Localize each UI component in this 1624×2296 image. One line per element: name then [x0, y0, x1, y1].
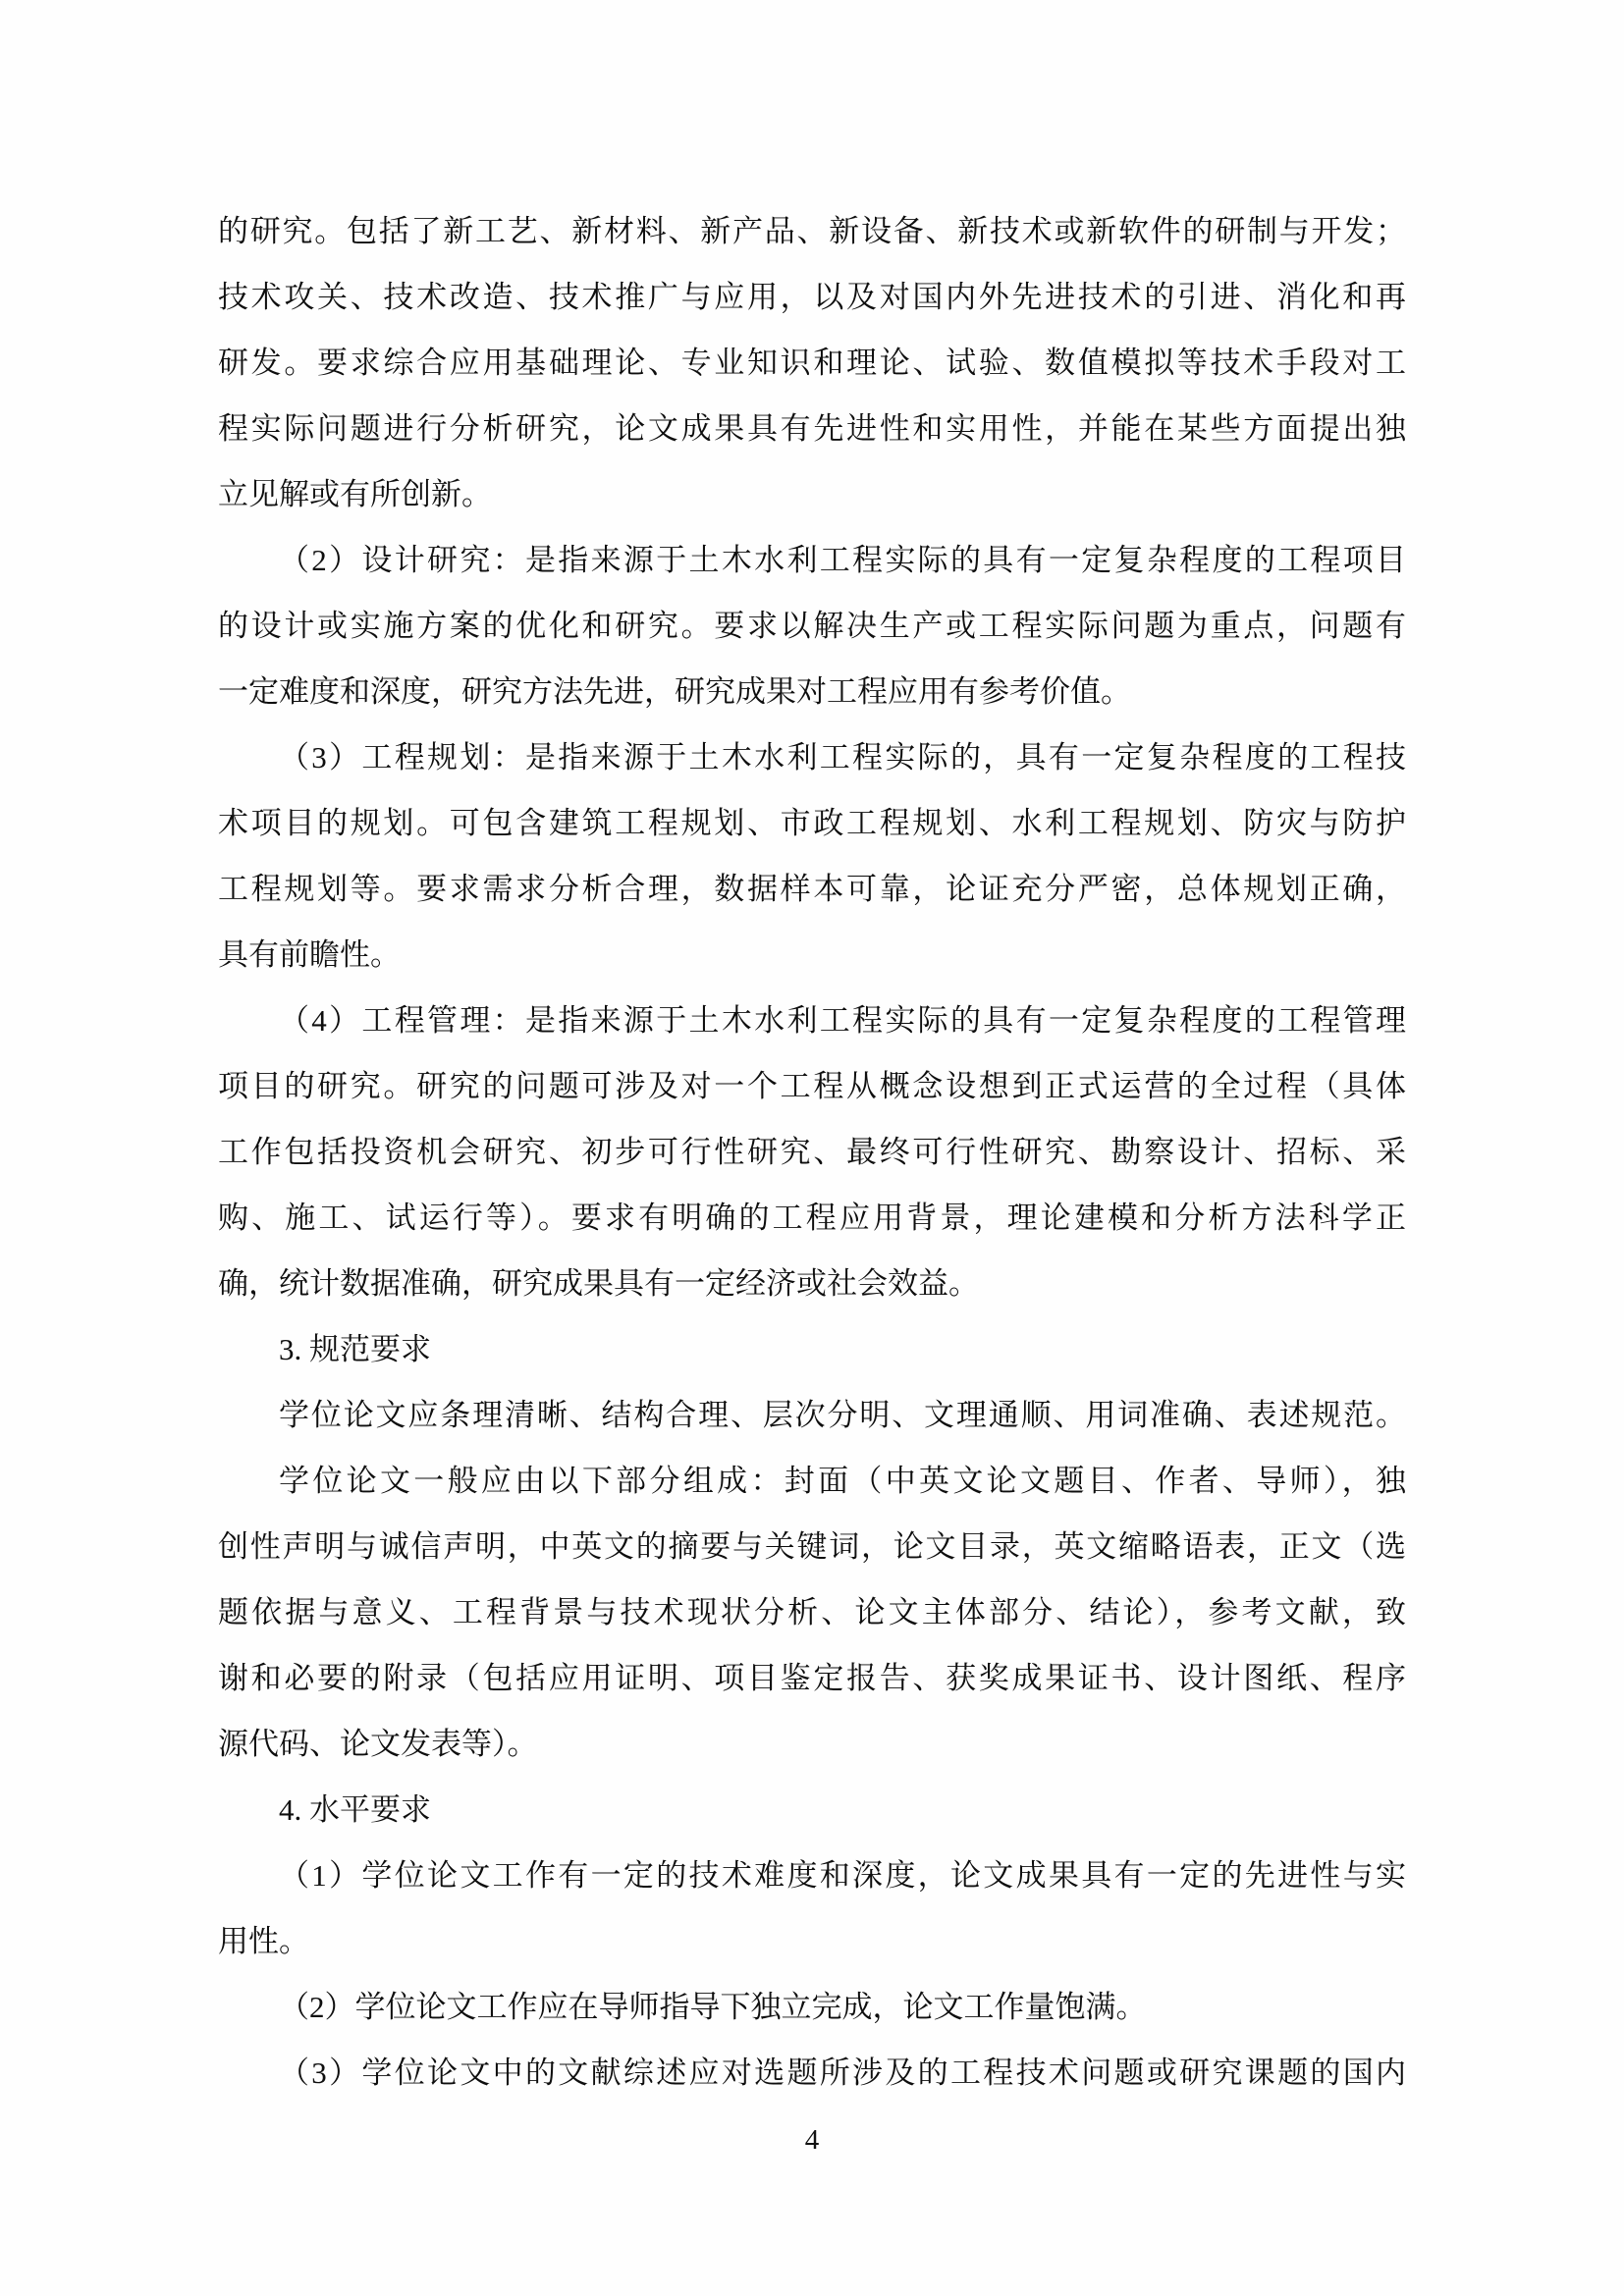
text-line: （3）学位论文中的文献综述应对选题所涉及的工程技术问题或研究课题的国内	[279, 2056, 1406, 2090]
text-line: 立见解或有所创新。	[218, 477, 492, 511]
text-line: 的设计或实施方案的优化和研究。要求以解决生产或工程实际问题为重点，问题有	[218, 609, 1406, 643]
text-line: 技术攻关、技术改造、技术推广与应用，以及对国内外先进技术的引进、消化和再	[218, 280, 1406, 314]
text-line: 用性。	[218, 1924, 309, 1958]
text-line: 具有前瞻性。	[218, 937, 401, 972]
text-line: 工程规划等。要求需求分析合理，数据样本可靠，论证充分严密，总体规划正确，	[218, 872, 1406, 906]
text-line: 项目的研究。研究的问题可涉及对一个工程从概念设想到正式运营的全过程（具体	[218, 1069, 1406, 1103]
text-line: 题依据与意义、工程背景与技术现状分析、论文主体部分、结论），参考文献，致	[218, 1595, 1406, 1629]
text-line: （3）工程规划：是指来源于土木水利工程实际的，具有一定复杂程度的工程技	[279, 740, 1406, 774]
text-line: 工作包括投资机会研究、初步可行性研究、最终可行性研究、勘察设计、招标、采	[218, 1135, 1406, 1169]
text-line: 学位论文一般应由以下部分组成：封面（中英文论文题目、作者、导师），独	[279, 1464, 1406, 1498]
section-heading: 3. 规范要求	[279, 1332, 431, 1366]
text-line: （2）设计研究：是指来源于土木水利工程实际的具有一定复杂程度的工程项目	[279, 543, 1406, 577]
text-line: 源代码、论文发表等）。	[218, 1727, 538, 1761]
text-line: 的研究。包括了新工艺、新材料、新产品、新设备、新技术或新软件的研制与开发；	[218, 214, 1406, 248]
text-line: 研发。要求综合应用基础理论、专业知识和理论、试验、数值模拟等技术手段对工	[218, 346, 1406, 380]
page-number: 4	[804, 2124, 820, 2156]
text-line: 创性声明与诚信声明，中英文的摘要与关键词，论文目录，英文缩略语表，正文（选	[218, 1529, 1406, 1564]
section-heading: 4. 水平要求	[279, 1792, 431, 1827]
text-line: （1）学位论文工作有一定的技术难度和深度，论文成果具有一定的先进性与实	[279, 1858, 1406, 1893]
page-footer	[0, 2120, 1624, 2160]
text-line: （4）工程管理：是指来源于土木水利工程实际的具有一定复杂程度的工程管理	[279, 1003, 1406, 1038]
text-line: （2）学位论文工作应在导师指导下独立完成，论文工作量饱满。	[279, 1990, 1147, 2024]
text-line: 术项目的规划。可包含建筑工程规划、市政工程规划、水利工程规划、防灾与防护	[218, 806, 1406, 840]
text-line: 一定难度和深度，研究方法先进，研究成果对工程应用有参考价值。	[218, 674, 1131, 709]
text-line: 确，统计数据准确，研究成果具有一定经济或社会效益。	[218, 1266, 979, 1301]
document-body	[218, 198, 1406, 2106]
text-line: 程实际问题进行分析研究，论文成果具有先进性和实用性，并能在某些方面提出独	[218, 411, 1406, 446]
text-line: 学位论文应条理清晰、结构合理、层次分明、文理通顺、用词准确、表述规范。	[279, 1398, 1406, 1432]
text-line: 购、施工、试运行等）。要求有明确的工程应用背景，理论建模和分析方法科学正	[218, 1201, 1406, 1235]
text-line: 谢和必要的附录（包括应用证明、项目鉴定报告、获奖成果证书、设计图纸、程序	[218, 1661, 1406, 1695]
